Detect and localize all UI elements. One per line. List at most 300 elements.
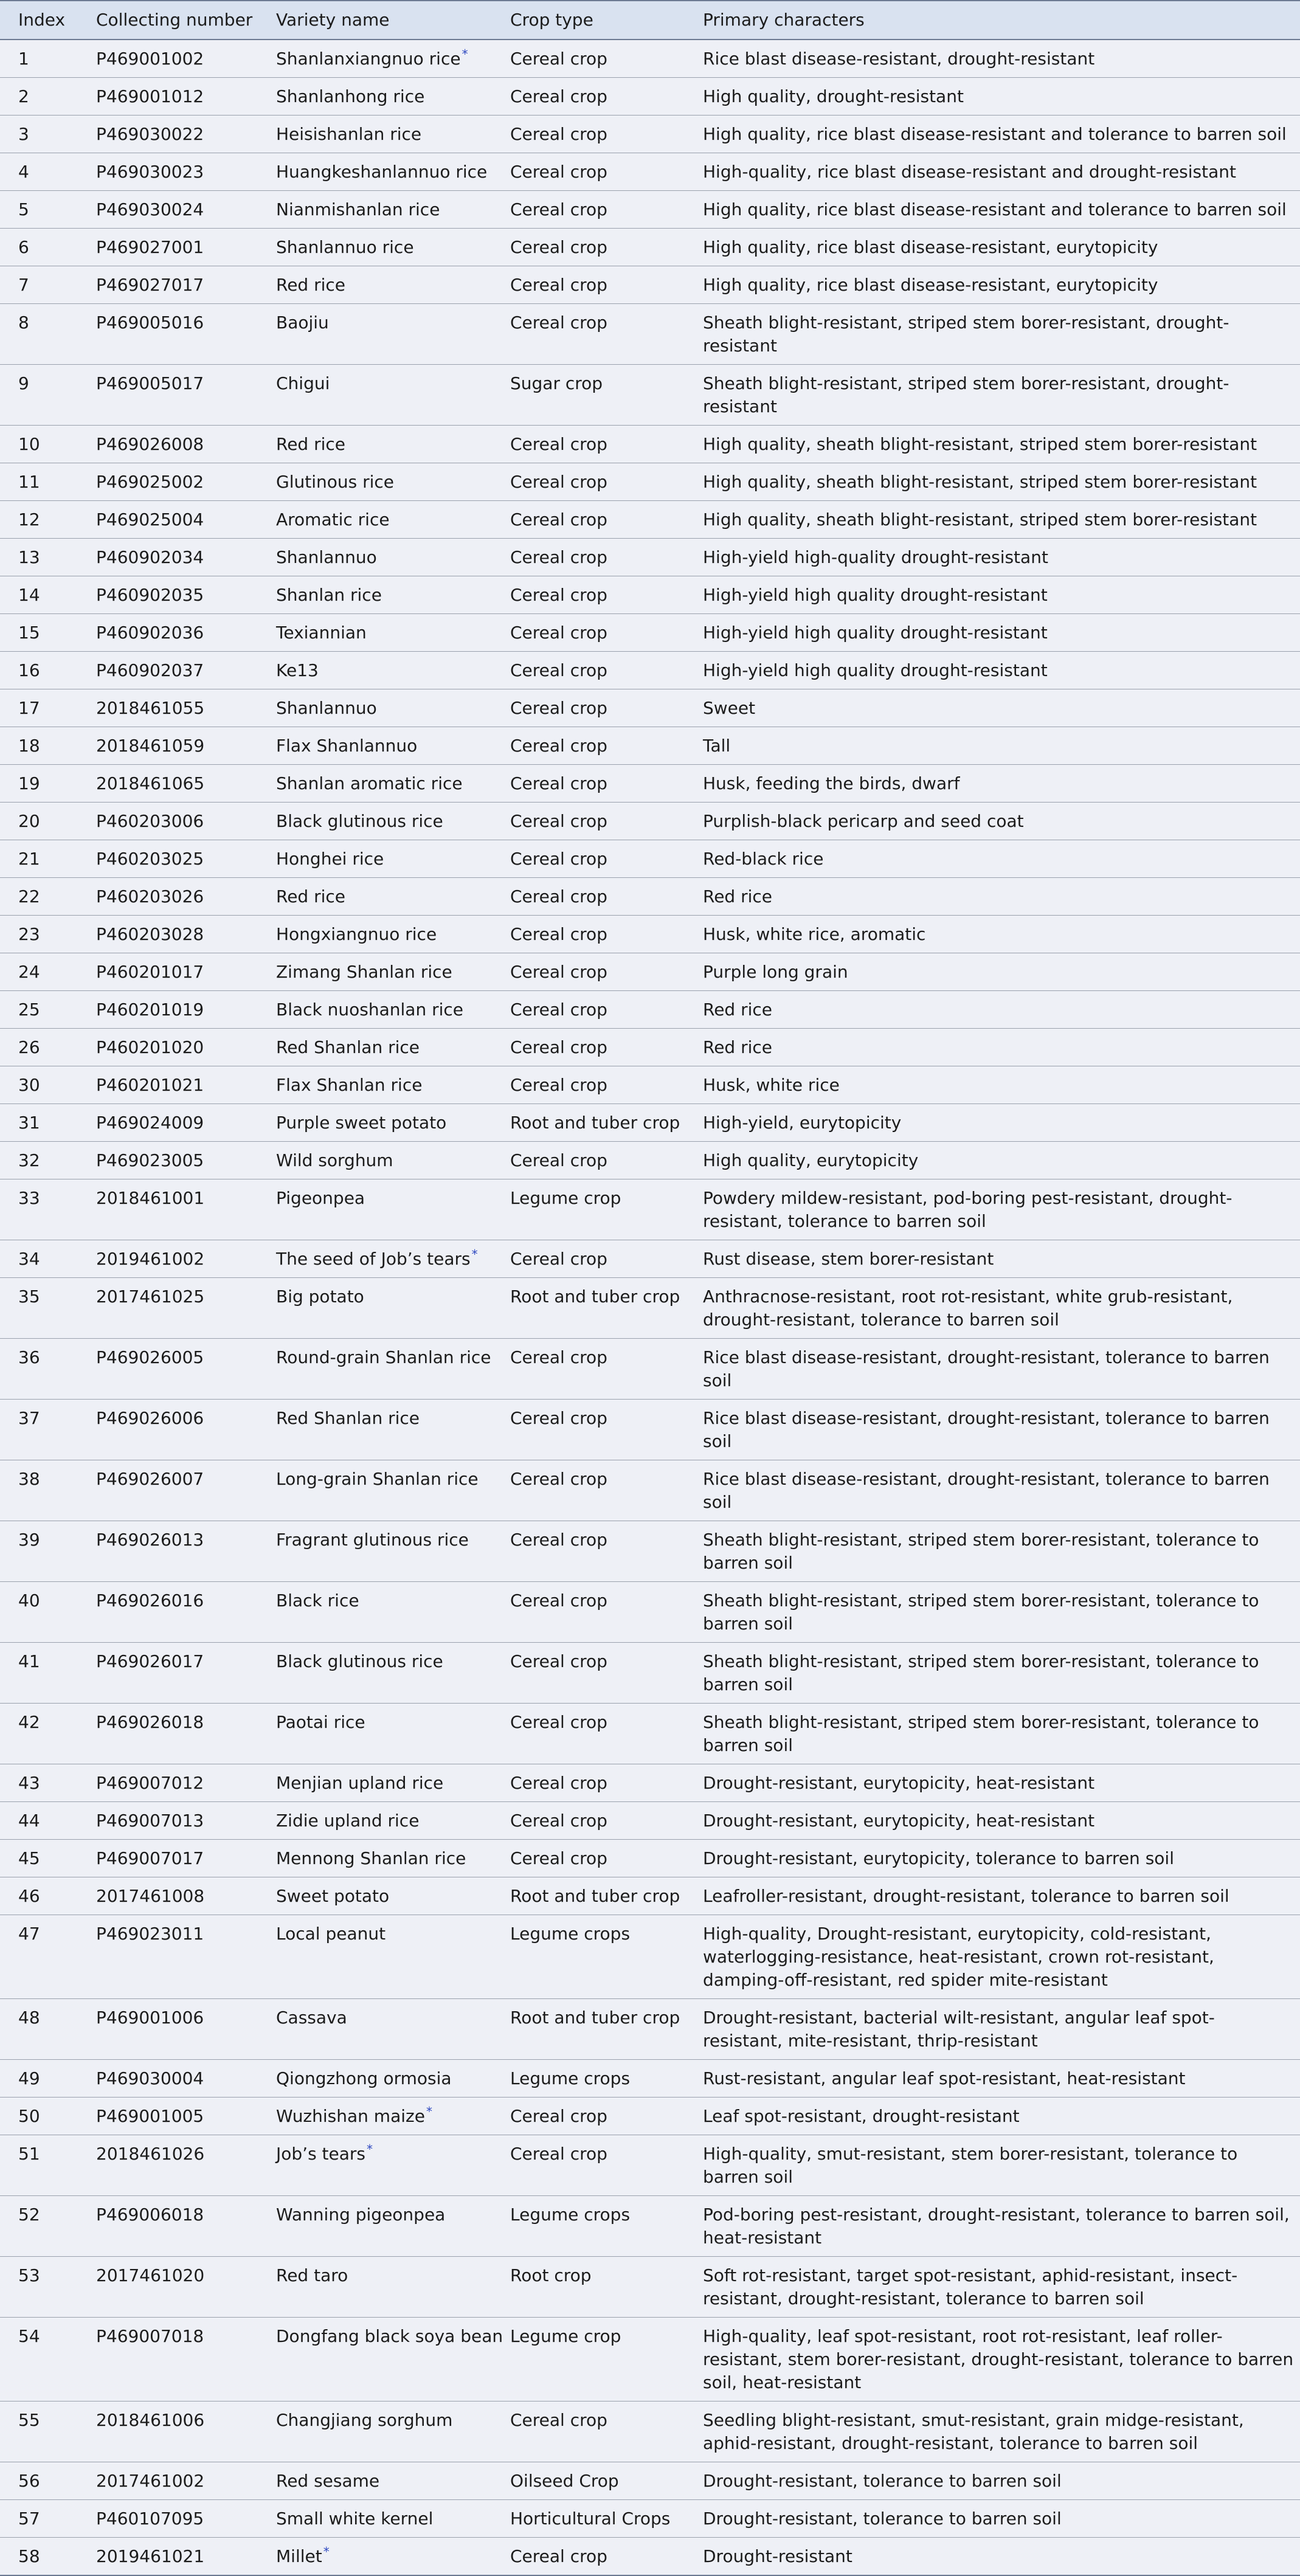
cell-index (0, 153, 78, 191)
cell-index (0, 116, 78, 153)
cell-variety-name (258, 2135, 492, 2196)
cell-crop-type (492, 1179, 685, 1240)
cell-variety-name-text: Menjian upland rice (276, 1773, 444, 1793)
cell-collecting-number (78, 652, 258, 689)
cell-variety-name-text: Zidie upland rice (276, 1811, 420, 1831)
cell-primary-characters-text: Red rice (703, 1037, 773, 1057)
cell-variety-name-text: Glutinous rice (276, 472, 395, 492)
cell-variety-name-text: Shanlan rice (276, 585, 382, 605)
cell-index (0, 1400, 78, 1460)
cell-crop-type-text: Root and tuber crop (510, 1113, 680, 1133)
cell-variety-name-text: Shanlannuo (276, 698, 377, 718)
cell-crop-type (492, 1142, 685, 1179)
table-row (0, 1104, 1300, 1142)
table-header (0, 1, 1300, 40)
cell-collecting-number-text: P469001006 (96, 2008, 204, 2028)
cell-variety-name (258, 1999, 492, 2060)
cell-collecting-number (78, 1764, 258, 1802)
cell-crop-type (492, 539, 685, 576)
cell-collecting-number-text: P469005017 (96, 373, 204, 393)
cell-crop-type (492, 2196, 685, 2257)
cell-crop-type (492, 501, 685, 539)
table-row (0, 1840, 1300, 1877)
cell-collecting-number (78, 916, 258, 953)
cell-variety-name (258, 78, 492, 116)
cell-collecting-number-text: 2018461001 (96, 1188, 205, 1208)
cell-collecting-number-text: P460203026 (96, 886, 204, 906)
cell-crop-type (492, 803, 685, 840)
table-row (0, 614, 1300, 652)
cell-variety-name (258, 803, 492, 840)
cell-variety-name-text: Black glutinous rice (276, 1651, 443, 1671)
cell-collecting-number-text: P460201017 (96, 962, 204, 982)
cell-crop-type-text: Cereal crop (510, 1037, 607, 1057)
cell-collecting-number-text: P460902036 (96, 623, 204, 643)
cell-variety-name (258, 1278, 492, 1339)
cell-crop-type-text: Cereal crop (510, 472, 607, 492)
cell-primary-characters-text: Rust-resistant, angular leaf spot-resistant, heat-resistant (703, 2068, 1186, 2088)
table-row (0, 229, 1300, 266)
cell-index-text: 39 (18, 1530, 40, 1550)
cell-primary-characters (685, 953, 1300, 991)
cell-collecting-number (78, 1339, 258, 1400)
cell-index (0, 652, 78, 689)
cell-variety-name-text: Pigeonpea (276, 1188, 365, 1208)
cell-crop-type (492, 1029, 685, 1066)
cell-index-text: 57 (18, 2509, 40, 2529)
cell-variety-name-text: Small white kernel (276, 2509, 434, 2529)
cell-primary-characters (685, 2500, 1300, 2538)
cell-primary-characters (685, 1066, 1300, 1104)
cell-primary-characters-text: Purple long grain (703, 962, 848, 982)
cell-index (0, 463, 78, 501)
cell-collecting-number-text: P469026005 (96, 1347, 204, 1367)
cell-index (0, 1142, 78, 1179)
cell-crop-type-text: Cereal crop (510, 2410, 607, 2430)
cell-primary-characters (685, 1999, 1300, 2060)
cell-collecting-number (78, 501, 258, 539)
table-row (0, 2098, 1300, 2135)
cell-index-text: 54 (18, 2326, 40, 2346)
cell-variety-name (258, 1643, 492, 1704)
cell-crop-type-text: Oilseed Crop (510, 2471, 619, 2491)
cell-crop-type-text: Cereal crop (510, 2144, 607, 2164)
cell-variety-name (258, 1582, 492, 1643)
cell-index-text: 33 (18, 1188, 40, 1208)
cell-index-text: 46 (18, 1886, 40, 1906)
cell-variety-name-text: Chigui (276, 373, 330, 393)
cell-crop-type-text: Cereal crop (510, 49, 607, 69)
cell-collecting-number (78, 2318, 258, 2402)
cell-index-text: 4 (18, 162, 29, 182)
cell-collecting-number (78, 1915, 258, 1999)
cell-collecting-number-text: P469025004 (96, 509, 204, 530)
cell-primary-characters-text: High quality, sheath blight-resistant, striped stem borer-resistant (703, 434, 1257, 454)
cell-primary-characters (685, 426, 1300, 463)
cell-primary-characters (685, 153, 1300, 191)
cell-variety-name (258, 1240, 492, 1278)
cell-variety-name-text: Long-grain Shanlan rice (276, 1469, 479, 1489)
cell-collecting-number-text: 2017461025 (96, 1286, 205, 1307)
table-row (0, 266, 1300, 304)
cell-variety-name (258, 229, 492, 266)
cell-index (0, 191, 78, 229)
table-row (0, 1179, 1300, 1240)
cell-variety-name-text: Big potato (276, 1286, 364, 1307)
cell-primary-characters-text: High-quality, leaf spot-resistant, root rot-resistant, leaf roller-resistant, stem borer-resistant, drought-resistant, tolerance to barren soil, heat-resistant (703, 2326, 1294, 2392)
table-row (0, 765, 1300, 803)
cell-primary-characters (685, 266, 1300, 304)
cell-crop-type (492, 2060, 685, 2098)
cell-crop-type (492, 1877, 685, 1915)
cell-index (0, 1278, 78, 1339)
cell-crop-type (492, 1840, 685, 1877)
cell-variety-name-text: Heisishanlan rice (276, 124, 422, 144)
cell-crop-type-text: Legume crops (510, 1924, 631, 1944)
cell-primary-characters-text: Leafroller-resistant, drought-resistant, tolerance to barren soil (703, 1886, 1229, 1906)
cell-primary-characters-text: High-yield, eurytopicity (703, 1113, 902, 1133)
cell-variety-name (258, 916, 492, 953)
footnote-asterisk: * (323, 2544, 330, 2559)
header-row (0, 1, 1300, 40)
cell-collecting-number (78, 116, 258, 153)
cell-primary-characters (685, 1802, 1300, 1840)
cell-variety-name (258, 991, 492, 1029)
cell-primary-characters-text: Purplish-black pericarp and seed coat (703, 811, 1024, 831)
cell-index-text: 43 (18, 1773, 40, 1793)
cell-crop-type (492, 1915, 685, 1999)
cell-index (0, 1915, 78, 1999)
cell-primary-characters (685, 463, 1300, 501)
cell-primary-characters (685, 2538, 1300, 2576)
cell-index-text: 2 (18, 86, 29, 106)
cell-crop-type-text: Cereal crop (510, 698, 607, 718)
cell-primary-characters (685, 576, 1300, 614)
cell-collecting-number-text: P469007012 (96, 1773, 204, 1793)
table-row (0, 1339, 1300, 1400)
cell-collecting-number (78, 2402, 258, 2462)
cell-variety-name-text: Baojiu (276, 313, 329, 333)
cell-primary-characters-text: Tall (703, 736, 731, 756)
cell-primary-characters-text: Sheath blight-resistant, striped stem borer-resistant, tolerance to barren soil (703, 1530, 1259, 1573)
cell-collecting-number-text: P469025002 (96, 472, 204, 492)
cell-variety-name (258, 1066, 492, 1104)
cell-crop-type (492, 614, 685, 652)
cell-index (0, 765, 78, 803)
cell-primary-characters-text: Rust disease, stem borer-resistant (703, 1249, 994, 1269)
cell-index-text: 8 (18, 313, 29, 333)
cell-primary-characters-text: Drought-resistant, bacterial wilt-resistant, angular leaf spot-resistant, mite-resistant, thrip-resistant (703, 2008, 1215, 2051)
cell-collecting-number (78, 463, 258, 501)
cell-primary-characters-text: Rice blast disease-resistant, drought-resistant, tolerance to barren soil (703, 1347, 1270, 1390)
cell-collecting-number (78, 191, 258, 229)
cell-index (0, 803, 78, 840)
cell-collecting-number (78, 1029, 258, 1066)
cell-crop-type-text: Legume crop (510, 2326, 621, 2346)
cell-variety-name-text: Huangkeshanlannuo rice (276, 162, 488, 182)
cell-collecting-number-text: P469005016 (96, 313, 204, 333)
cell-crop-type-text: Cereal crop (510, 1530, 607, 1550)
cell-primary-characters-text: Sheath blight-resistant, striped stem borer-resistant, tolerance to barren soil (703, 1712, 1259, 1755)
cell-collecting-number (78, 2135, 258, 2196)
table-row (0, 1142, 1300, 1179)
cell-primary-characters (685, 1764, 1300, 1802)
cell-primary-characters (685, 2462, 1300, 2500)
cell-index-text: 51 (18, 2144, 40, 2164)
table-row (0, 689, 1300, 727)
table-row (0, 426, 1300, 463)
cell-crop-type-text: Legume crops (510, 2068, 631, 2088)
cell-crop-type (492, 652, 685, 689)
cell-index (0, 1066, 78, 1104)
cell-index-text: 19 (18, 773, 40, 793)
cell-variety-name (258, 463, 492, 501)
cell-index-text: 58 (18, 2546, 40, 2566)
cell-crop-type (492, 840, 685, 878)
cell-index-text: 6 (18, 237, 29, 257)
cell-variety-name-text: Cassava (276, 2008, 347, 2028)
cell-index-text: 14 (18, 585, 40, 605)
cell-primary-characters (685, 229, 1300, 266)
cell-primary-characters (685, 727, 1300, 765)
cell-index (0, 2196, 78, 2257)
cell-primary-characters-text: Drought-resistant, tolerance to barren soil (703, 2509, 1062, 2529)
cell-variety-name-text: Hongxiangnuo rice (276, 924, 437, 944)
table-row (0, 1764, 1300, 1802)
cell-primary-characters (685, 1104, 1300, 1142)
cell-crop-type-text: Cereal crop (510, 1469, 607, 1489)
cell-index (0, 2135, 78, 2196)
cell-collecting-number (78, 991, 258, 1029)
cell-crop-type-text: Horticultural Crops (510, 2509, 671, 2529)
cell-variety-name-text: Local peanut (276, 1924, 386, 1944)
cell-variety-name-text: Red rice (276, 275, 346, 295)
cell-crop-type (492, 2135, 685, 2196)
cell-index-text: 21 (18, 849, 40, 869)
cell-primary-characters-text: High quality, drought-resistant (703, 86, 964, 106)
cell-crop-type (492, 153, 685, 191)
cell-index-text: 20 (18, 811, 40, 831)
table-row (0, 2318, 1300, 2402)
cell-index (0, 1802, 78, 1840)
cell-index-text: 47 (18, 1924, 40, 1944)
cell-collecting-number (78, 2538, 258, 2576)
footnote-asterisk: * (471, 1246, 478, 1262)
cell-crop-type-text: Cereal crop (510, 1773, 607, 1793)
cell-variety-name (258, 727, 492, 765)
cell-index-text: 30 (18, 1075, 40, 1095)
cell-collecting-number-text: P469001005 (96, 2106, 204, 2126)
cell-index-text: 42 (18, 1712, 40, 1732)
table-row (0, 501, 1300, 539)
cell-variety-name (258, 2098, 492, 2135)
cell-crop-type (492, 1764, 685, 1802)
cell-crop-type (492, 765, 685, 803)
cell-variety-name-text: Ke13 (276, 660, 319, 680)
cell-primary-characters (685, 689, 1300, 727)
cell-crop-type-text: Cereal crop (510, 1651, 607, 1671)
cell-primary-characters-text: High-quality, smut-resistant, stem borer-resistant, tolerance to barren soil (703, 2144, 1238, 2187)
cell-crop-type-text: Root crop (510, 2265, 592, 2285)
table-row (0, 576, 1300, 614)
cell-primary-characters (685, 1240, 1300, 1278)
cell-variety-name-text: Zimang Shanlan rice (276, 962, 452, 982)
cell-crop-type-text: Root and tuber crop (510, 1886, 680, 1906)
cell-crop-type-text: Cereal crop (510, 736, 607, 756)
cell-primary-characters (685, 1029, 1300, 1066)
cell-index-text: 3 (18, 124, 29, 144)
table-row (0, 878, 1300, 916)
cell-index-text: 24 (18, 962, 40, 982)
cell-index-text: 22 (18, 886, 40, 906)
table-row (0, 116, 1300, 153)
cell-primary-characters (685, 1179, 1300, 1240)
cell-collecting-number (78, 1142, 258, 1179)
cell-primary-characters (685, 2196, 1300, 2257)
cell-index (0, 229, 78, 266)
cell-primary-characters-text: High-yield high-quality drought-resistant (703, 547, 1048, 567)
cell-crop-type (492, 1802, 685, 1840)
cell-index-text: 26 (18, 1037, 40, 1057)
cell-variety-name (258, 365, 492, 426)
cell-variety-name (258, 2318, 503, 2402)
cell-index (0, 689, 78, 727)
cell-primary-characters-text: Drought-resistant, eurytopicity, tolerance to barren soil (703, 1848, 1174, 1868)
cell-collecting-number (78, 78, 258, 116)
cell-crop-type (492, 1643, 685, 1704)
cell-index-text: 34 (18, 1249, 40, 1269)
cell-crop-type (492, 116, 685, 153)
cell-variety-name-text: Red Shanlan rice (276, 1037, 420, 1057)
cell-crop-type-text: Cereal crop (510, 237, 607, 257)
cell-index-text: 17 (18, 698, 40, 718)
cell-index (0, 991, 78, 1029)
cell-collecting-number (78, 614, 258, 652)
cell-primary-characters (685, 1339, 1300, 1400)
cell-crop-type (492, 1521, 685, 1582)
cell-variety-name (258, 191, 492, 229)
cell-index-text: 11 (18, 472, 40, 492)
cell-primary-characters-text: Powdery mildew-resistant, pod-boring pest-resistant, drought-resistant, tolerance to barren soil (703, 1188, 1233, 1231)
cell-collecting-number-text: P469030022 (96, 124, 204, 144)
cell-primary-characters (685, 878, 1300, 916)
cell-crop-type-text: Cereal crop (510, 1075, 607, 1095)
cell-index-text: 55 (18, 2410, 40, 2430)
cell-collecting-number (78, 765, 258, 803)
cell-variety-name (258, 116, 492, 153)
cell-variety-name (258, 153, 492, 191)
cell-primary-characters (685, 2098, 1300, 2135)
cell-variety-name (258, 2500, 492, 2538)
cell-primary-characters (685, 539, 1300, 576)
cell-collecting-number-text: P469026006 (96, 1408, 204, 1428)
cell-collecting-number (78, 2098, 258, 2135)
cell-index (0, 1029, 78, 1066)
cell-crop-type-text: Cereal crop (510, 849, 607, 869)
table-row (0, 916, 1300, 953)
cell-crop-type (492, 2257, 685, 2318)
cell-index-text: 7 (18, 275, 29, 295)
cell-crop-type (492, 1066, 685, 1104)
cell-crop-type (492, 266, 685, 304)
cell-collecting-number-text: P460203025 (96, 849, 204, 869)
table-row (0, 463, 1300, 501)
cell-crop-type-text: Cereal crop (510, 434, 607, 454)
cell-index (0, 576, 78, 614)
cell-collecting-number-text: 2017461008 (96, 1886, 205, 1906)
cell-variety-name-text: Dongfang black soya bean (276, 2326, 503, 2346)
cell-collecting-number-text: 2017461020 (96, 2265, 205, 2285)
cell-collecting-number (78, 1400, 258, 1460)
cell-crop-type-text: Cereal crop (510, 1811, 607, 1831)
cell-crop-type-text: Cereal crop (510, 585, 607, 605)
cell-crop-type (492, 1104, 685, 1142)
cell-primary-characters-text: High-yield high quality drought-resistant (703, 660, 1048, 680)
cell-collecting-number-text: P460902035 (96, 585, 204, 605)
cell-crop-type-text: Cereal crop (510, 773, 607, 793)
cell-crop-type (492, 1339, 685, 1400)
cell-index (0, 2402, 78, 2462)
cell-collecting-number-text: P469007017 (96, 1848, 204, 1868)
cell-index-text: 37 (18, 1408, 40, 1428)
cell-collecting-number-text: P469026018 (96, 1712, 204, 1732)
cell-primary-characters-text: High-yield high quality drought-resistant (703, 585, 1048, 605)
cell-index-text: 25 (18, 1000, 40, 1020)
cell-variety-name (258, 304, 492, 365)
cell-index (0, 365, 78, 426)
cell-index (0, 426, 78, 463)
cell-index (0, 2098, 78, 2135)
table-row (0, 304, 1300, 365)
cell-crop-type (492, 365, 685, 426)
cell-index (0, 953, 78, 991)
cell-variety-name-text: Round-grain Shanlan rice (276, 1347, 491, 1367)
cell-collecting-number (78, 304, 258, 365)
table-row (0, 2500, 1300, 2538)
cell-index-text: 36 (18, 1347, 40, 1367)
cell-variety-name-text: Purple sweet potato (276, 1113, 447, 1133)
cell-primary-characters (685, 304, 1300, 365)
cell-crop-type (492, 2098, 685, 2135)
cell-variety-name (258, 1400, 492, 1460)
cell-primary-characters-text: High quality, rice blast disease-resistant and tolerance to barren soil (703, 199, 1287, 219)
cell-crop-type-text: Cereal crop (510, 313, 607, 333)
cell-primary-characters-text: Sweet (703, 698, 756, 718)
cell-crop-type (492, 426, 685, 463)
cell-variety-name (258, 2538, 492, 2576)
cell-index (0, 78, 78, 116)
cell-variety-name-text: Black glutinous rice (276, 811, 443, 831)
cell-index (0, 1643, 78, 1704)
cell-index (0, 2538, 78, 2576)
cell-collecting-number-text: P469026008 (96, 434, 204, 454)
cell-index (0, 539, 78, 576)
cell-collecting-number (78, 689, 258, 727)
cell-variety-name-text: Aromatic rice (276, 509, 390, 530)
cell-collecting-number (78, 2060, 258, 2098)
cell-crop-type (492, 1400, 685, 1460)
cell-crop-type-text: Legume crop (510, 1188, 621, 1208)
cell-primary-characters (685, 191, 1300, 229)
cell-collecting-number (78, 953, 258, 991)
cell-crop-type-text: Cereal crop (510, 547, 607, 567)
cell-crop-type-text: Sugar crop (510, 373, 603, 393)
cell-primary-characters-text: Red rice (703, 886, 773, 906)
header-primary-characters: Primary characters (703, 10, 865, 30)
cell-primary-characters (685, 1278, 1300, 1339)
cell-primary-characters (685, 991, 1300, 1029)
cell-index-text: 1 (18, 49, 29, 69)
